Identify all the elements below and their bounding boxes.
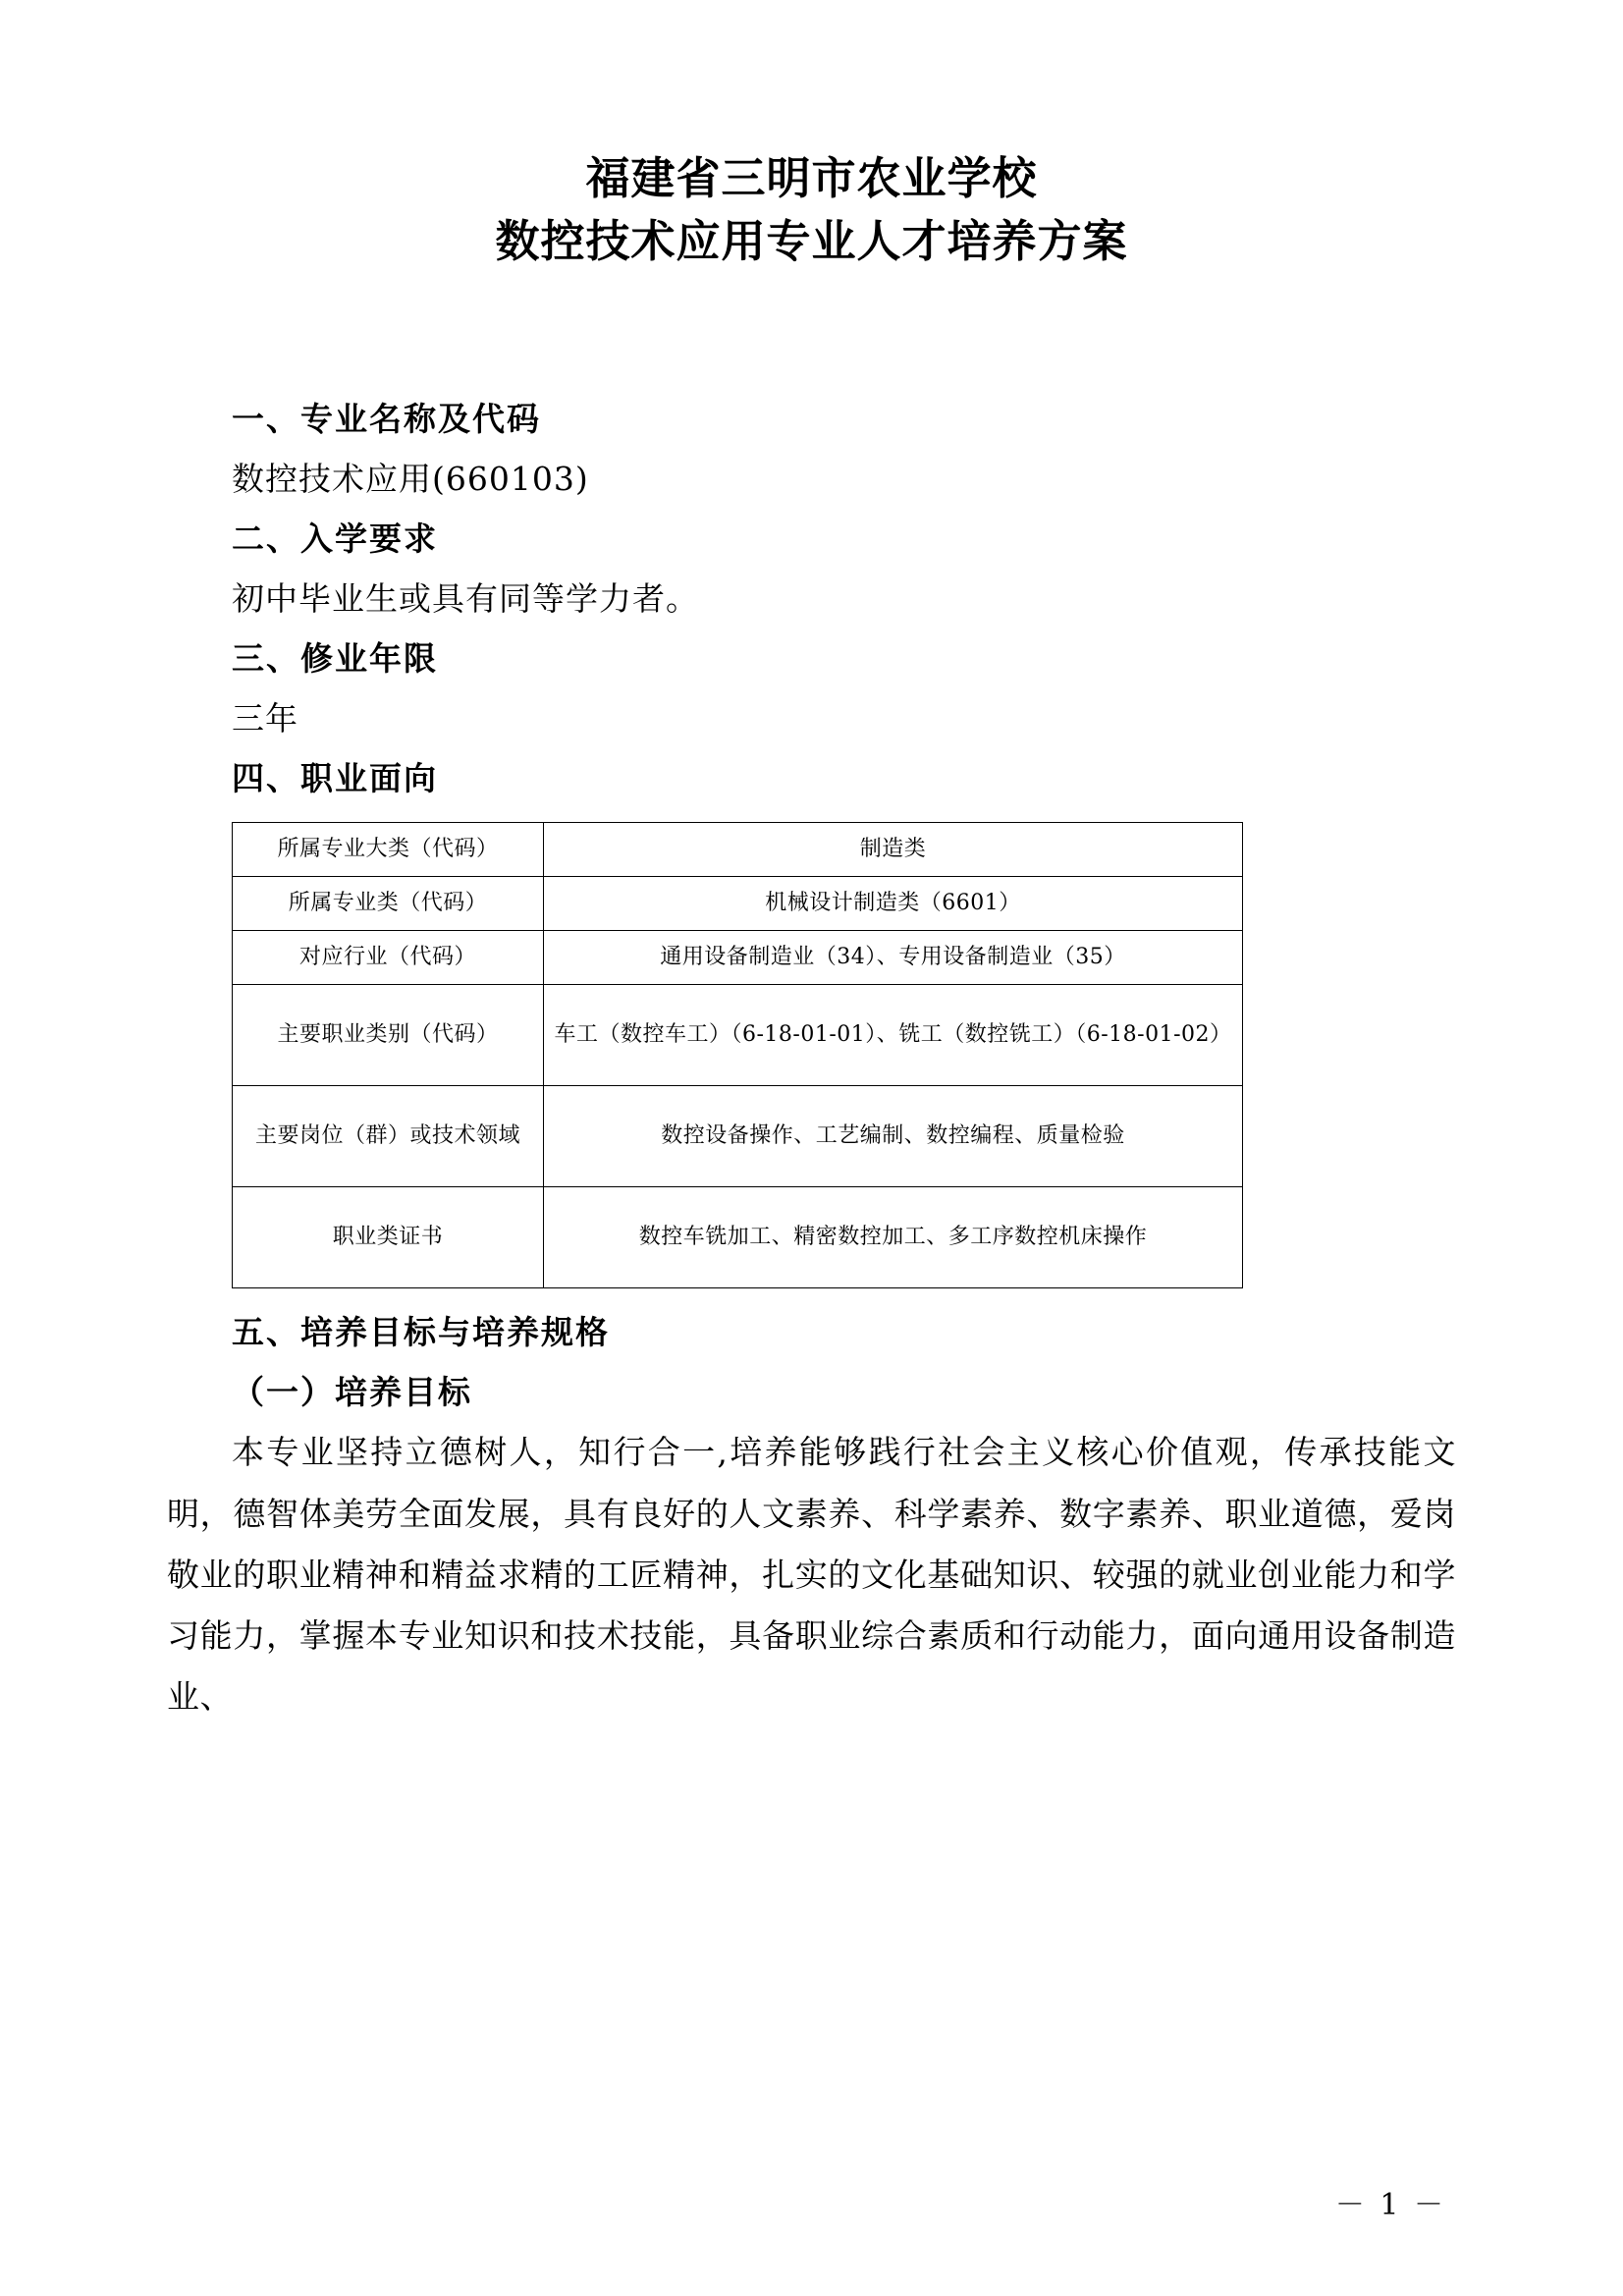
subsection-paragraph: 本专业坚持立德树人，知行合一,培养能够践行社会主义核心价值观，传承技能文明，德智体美劳全面发展，具有良好的人文素养、科学素养、数字素养、职业道德，爱岗敬业的职业精神和精益求精的工匠精神，扎实的文化基础知识、较强的就业创业能力和学习能力，掌握本专业知识和技术技能，具备职业综合素质和行动能力，面向通用设备制造业、 — [167, 1433, 1456, 1716]
table-cell-label: 职业类证书 — [233, 1187, 544, 1288]
section-heading-3: 三、修业年限 — [232, 638, 438, 678]
section-body-2: 初中毕业生或具有同等学力者。 — [232, 578, 699, 618]
table-cell-label: 主要岗位（群）或技术领域 — [233, 1086, 544, 1187]
table-row — [233, 1086, 1243, 1187]
occupation-table — [232, 822, 1243, 1288]
section-heading-1: 一、专业名称及代码 — [232, 399, 541, 438]
subsection-heading: （一）培养目标 — [232, 1373, 472, 1412]
table-cell-label: 所属专业大类（代码） — [233, 823, 544, 877]
table-row — [233, 1187, 1243, 1288]
title-spacer — [167, 273, 1456, 389]
table-cell-value: 制造类 — [544, 823, 1243, 877]
title-line-2: 数控技术应用专业人才培养方案 — [495, 214, 1128, 267]
table-cell-value: 车工（数控车工）（6-18-01-01）、铣工（数控铣工）（6-18-01-02） — [544, 985, 1243, 1086]
table-cell-value: 数控设备操作、工艺编制、数控编程、质量检验 — [544, 1086, 1243, 1187]
table-cell-label: 所属专业类（代码） — [233, 877, 544, 931]
table-cell-value: 通用设备制造业（34）、专用设备制造业（35） — [544, 931, 1243, 985]
table-row — [233, 985, 1243, 1086]
table-row — [233, 823, 1243, 877]
table-cell-value: 机械设计制造类（6601） — [544, 877, 1243, 931]
page-title — [167, 147, 1456, 273]
title-line-1: 福建省三明市农业学校 — [585, 152, 1038, 204]
table-cell-label: 主要职业类别（代码） — [233, 985, 544, 1086]
section-heading-5: 五、培养目标与培养规格 — [232, 1313, 610, 1352]
section-heading-2: 二、入学要求 — [232, 519, 438, 558]
table-cell-value: 数控车铣加工、精密数控加工、多工序数控机床操作 — [544, 1187, 1243, 1288]
section-body-1: 数控技术应用(660103) — [232, 459, 589, 498]
section-heading-4: 四、职业面向 — [232, 759, 438, 798]
table-row — [233, 877, 1243, 931]
table-row — [233, 931, 1243, 985]
section-body-3: 三年 — [232, 699, 298, 738]
page-number: － 1 － — [1334, 2188, 1446, 2222]
table-cell-label: 对应行业（代码） — [233, 931, 544, 985]
